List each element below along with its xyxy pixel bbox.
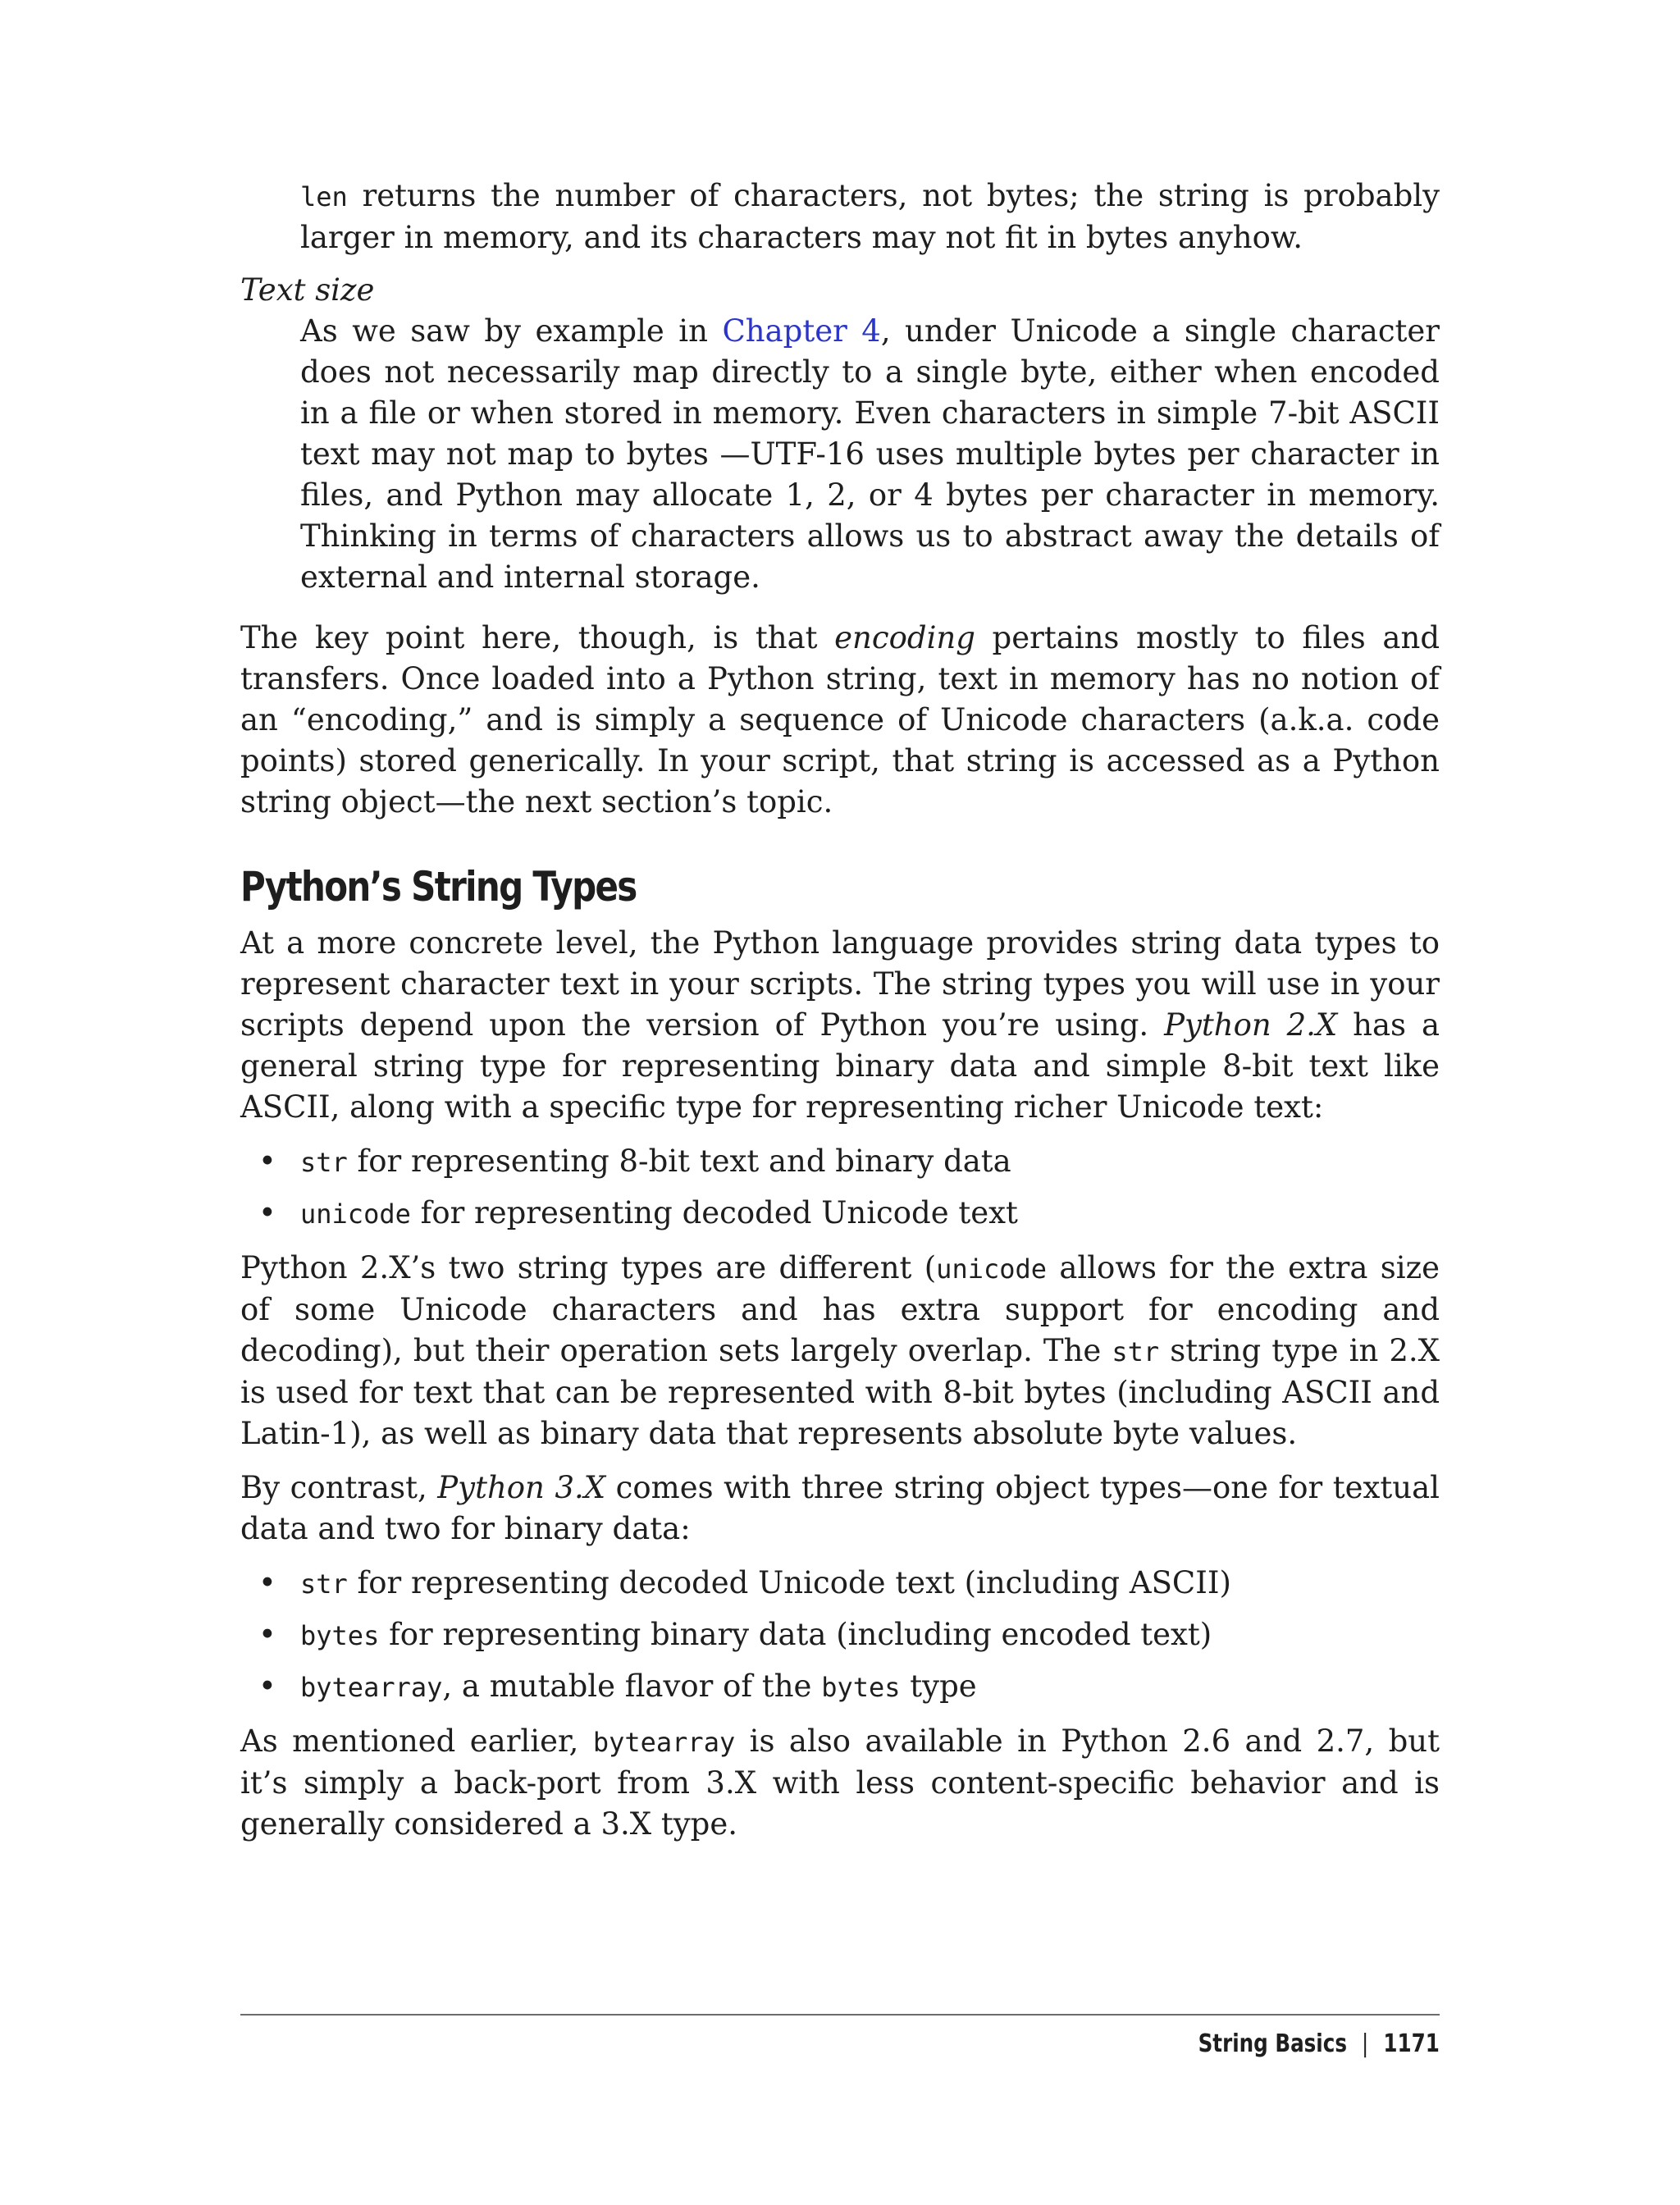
len-continuation-paragraph [240,176,1440,258]
encoding-emphasis: encoding [834,620,975,655]
footer-section-title: String Basics [1198,2029,1348,2058]
para4-post: is also available in Python 2.6 and 2.7, but it’s simply a back-port from 3.X with less content-specific behavior and is generally considered a 3.X type. [240,1723,1440,1842]
python-3x-type-list [240,1563,1440,1708]
text-size-definition [240,311,1440,598]
type-description: type [900,1669,977,1704]
chapter-4-link[interactable]: Chapter 4 [722,313,881,349]
section-heading: Python’s String Types [240,863,637,911]
len-code: len [300,181,348,212]
footer-separator: | [1362,2029,1369,2058]
para2-c: string type in 2.X is used for text that can be represented with 8-bit bytes (including ASCII and Latin-1), as well as binary data that represents absolute byte values. [240,1333,1440,1451]
para2-b: allows for the extra size of some Unicode characters and has extra support for encoding and decoding), but their operation sets largely overlap. The [240,1250,1440,1368]
python-2x-emphasis: Python 2.X [1164,1007,1338,1043]
key-point-pre: The key point here, though, is that [240,620,835,655]
type-description: , a mutable flavor of the [442,1669,822,1704]
para1-pre: At a more concrete level, the Python language provides string data types to represent character text in your scripts. The string types you will use in your scripts depend upon the version of Python you’re using. [240,925,1440,1043]
python-3x-paragraph [240,1468,1440,1550]
page-body [240,176,1440,1845]
unicode-code: unicode [936,1253,1048,1285]
para2-a: Python 2.X’s two string types are different ( [240,1250,937,1285]
list-item [240,1141,1440,1183]
text-size-post: , under Unicode a single character does not necessarily map directly to a single byte, either when encoded in a file or when stored in memory. Even characters in simple 7-bit ASCII text may not map to bytes —UTF-16 uses multiple bytes per character in files, and Python may allocate 1, 2, or 4 bytes per character in memory. Thinking in terms of characters allows us to abstract away the details of external and internal storage. [300,313,1440,595]
python-2x-differences-paragraph [240,1248,1440,1454]
len-text: returns the number of characters, not bytes; the string is probably larger in memory, and its characters may not fit in bytes anyhow. [300,178,1440,255]
type-code: str [300,1568,348,1600]
para4-pre: As mentioned earlier, [240,1723,593,1759]
str-code: str [1112,1336,1160,1367]
bytearray-code: bytearray [592,1727,736,1758]
para1-post: has a general string type for representing binary data and simple 8-bit text like ASCII, along with a specific type for representing richer Unicode text: [240,1007,1440,1125]
text-size-pre: As we saw by example in [300,313,723,349]
bullet-icon: • [258,1144,276,1179]
type-code: str [300,1147,348,1178]
string-types-paragraph [240,923,1440,1128]
type-code: bytes [300,1620,380,1651]
type-description: for representing 8-bit text and binary data [347,1144,1011,1179]
key-point-post: pertains mostly to files and transfers. Once loaded into a Python string, text in memory has no notion of an “encoding,” and is simply a sequence of Unicode characters (a.k.a. code points) stored generically. In your script, that string is accessed as a Python string object—the next section’s topic. [240,620,1440,819]
text-size-term: Text size [240,272,375,308]
bullet-icon: • [258,1195,276,1230]
bullet-icon: • [258,1565,276,1600]
footer-rule [240,2014,1440,2016]
para3-post: comes with three string object types—one for textual data and two for binary data: [240,1470,1440,1546]
type-code: bytes [821,1672,901,1703]
python-2x-type-list [240,1141,1440,1235]
page-number: 1171 [1383,2029,1440,2058]
key-point-paragraph [240,618,1440,823]
list-item [240,1563,1440,1605]
type-code: unicode [300,1198,411,1230]
type-description: for representing binary data (including encoded text) [379,1617,1212,1652]
type-description: for representing decoded Unicode text (including ASCII) [347,1565,1231,1600]
python-3x-emphasis: Python 3.X [437,1470,606,1505]
list-item [240,1666,1440,1708]
bullet-icon: • [258,1617,276,1652]
type-code: bytearray [300,1672,443,1703]
running-footer [1198,2026,1440,2062]
bytearray-paragraph [240,1721,1440,1845]
bullet-icon: • [258,1669,276,1704]
list-item [240,1614,1440,1656]
para3-pre: By contrast, [240,1470,438,1505]
type-description: for representing decoded Unicode text [410,1195,1018,1230]
list-item [240,1193,1440,1235]
